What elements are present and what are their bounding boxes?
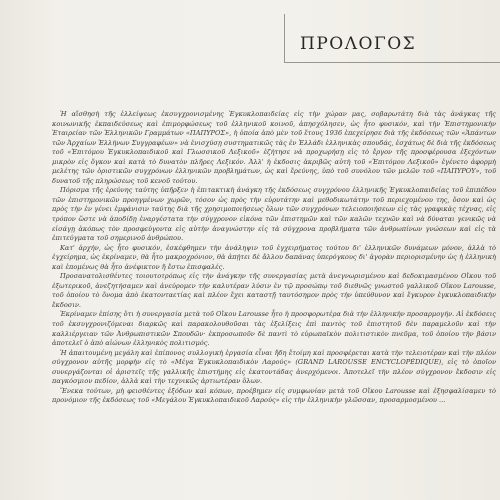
paragraph: Πόρισμα τῆς ἐρεύνης ταύτης ὑπῆρξεν ἡ ἐπιτακτικὴ ἀνάγκη τῆς ἐκδόσεως συγχρόνου ἑλληνικῆς Ἐγκυκλοπαιδείας τοῦ ἐπιπέδου τῶν ἐπιστημονικῶν προηγμένων χωρῶν, τόσον ὡς πρὸς τὴν εὐρυτάτην καὶ μεθοδικωτάτην τοῦ περιεχομένου της, ὅσον καὶ ὡς πρὸς τὴν ἐν γένει ἐμφάνισιν ταύτης διὰ τῆς χρησιμοποιήσεως ὅλων τῶν συγχρόνων τελειοποιήσεων εἰς τὰς γραφικὰς τέχνας, εἰς τρόπον ὥστε νὰ ἀποδίδῃ ἐναργέστατα τὴν σύγχρονον εἰκόνα τῶν ἐπιστημῶν καὶ τῶν καλῶν τεχνῶν καὶ νὰ δύναται γενικῶς νὰ εἰσάγῃ ἀκόπως τὸν προσφεύγοντα εἰς αὐτὴν ἀναγνώστην εἰς τὰ σύγχρονα προβλήματα τῶν ἀνθρωπίνων γνώσεων καὶ εἰς τὰ ἐπιτεύγματα τοῦ σημερινοῦ ἀνθρώπου. [52, 186, 496, 243]
paragraph: Ἡ ἀπαιτουμένη μεγάλη καὶ ἐπίπονος συλλογικὴ ἐργασία εἶναι ἤδη ἕτοίμη καὶ προσφέρεται κατὰ τὴν τελειοτέραν καὶ τὴν πλέον σύγχρονον αὐτῆς μορφὴν εἰς τὸ «Μέγα Ἐγκυκλοπαιδικὸν Λαρούς» (GRAND LAROUSSE ENCYCLOPÉDIQUE), εἰς τὸ ὁποῖον συνεργάζονται οἱ ἀριστεῖς τῆς γαλλικῆς ἐπιστήμης εἰς ἑκατοντάδας ἀνερχόμενοι. Ἀποτελεῖ τὴν πλέον σύγχρονον ἔκδοσιν εἰς παγκόσμιον πεδίον, ἀλλὰ καὶ τὴν τεχνικῶς ἀρτιωτέραν ὅλων. [52, 348, 496, 386]
page-title: ΠΡΟΛΟΓΟΣ [300, 34, 417, 54]
paragraph: Προσανατολισθέντες τοιουτοτρόπως εἰς τὴν ἀνάγκην τῆς συνεργασίας μετὰ ἀνεγνωρισμένου καὶ δεδοκιμασμένου Οἴκου τοῦ ἐξωτερικοῦ, ἀνεζητήσαμεν καὶ ἀνεύρομεν τὴν καλυτέραν λύσιν ἐν τῷ προσώπῳ τοῦ διεθνῶς γνωστοῦ γαλλικοῦ Οἴκου Larousse, τοῦ ὁποίου τὸ ὄνομα ἀπὸ ἑκατονταετίας καὶ πλέον ἔχει καταστῇ ταυτόσημον πρὸς τὴν ὑπεύθυνον καὶ ἔγκυρον ἐγκυκλοπαιδικὴν ἔκδοσιν. [52, 272, 496, 309]
title-rule-horizontal [284, 62, 500, 63]
paragraph: Ἡ αἴσθησὴ τῆς ἐλλείψεως ἐκσυγχρονισμένης Ἐγκυκλοπαιδείας εἰς τὴν χώραν μας, σοβαρωτάτη διὰ τὰς ἀνάγκας τῆς κοινωνικῆς ἐκπαιδεύσεως καὶ ἐπιμορφώσεως τοῦ ἑλληνικοῦ κοινοῦ, ἀπησχόλησεν, ὡς ἦτο φυσικόν, καὶ τὴν Ἐπιστημονικὴν Ἑταιρείαν τῶν Ἑλληνικῶν Γραμμάτων «ΠΑΠΥΡΟΣ», ἡ ὁποία ἀπὸ μὲν τοῦ ἔτους 1936 ἐπεχείρησε διὰ τῆς ἐκδόσεως τῶν «Ἁπάντων τῶν Ἀρχαίων Ἑλλήνων Συγγραφέων» νὰ ἐνισχύσῃ συστηματικῶς τὰς ἐν Ἑλλάδι ἑλληνικὰς σπουδάς, ἐσχάτως δὲ διὰ τῆς ἐκδόσεως τοῦ «Ἐπιτόμου Ἐγκυκλοπαιδικοῦ καὶ Γλωσσικοῦ Λεξικοῦ» ἐζήτησε νὰ προχωρήσῃ εἰς τὸ ἔργον τῆς προσφέρουσα ἐξεχόντων μικρὸν εἰς ὄγκον καὶ κατὰ τὸ δυνατὸν πλῆρες Λεξικόν. Ἀλλ' ἡ ἐκδοσις ἀκριβῶς αὐτὴ τοῦ «Ἐπιτόμου Λεξικοῦ» ἐγένετο ἀφορμὴ μελέτης τῶν ὁριστικῶν συγχρόνων ἑλληνικῶν προβλημάτων, ὡς καὶ ἔρεύνης, ὑπὸ τοῦ συνόλου τῶν μελῶν τοῦ «ΠΑΠΥΡΟΥ», τοῦ δυνατοῦ τῆς πληρώσεως τοῦ κενοῦ τούτου. [52, 110, 496, 185]
paragraph: Κατ' ἀρχήν, ὡς ἦτο φυσικόν, ἐσκέφθημεν τὴν ἀνάληψιν τοῦ ἐγχειρήματος τούτου δι' ἑλληνικῶν δυνάμεων μόνον, ἀλλὰ τὸ ἐγχείρημα, ὡς ἐκρίναμεν, θὰ ἦτο μακροχρόνιον, θὰ ἀπῄτει δὲ ἄλλου δαπάνας ὑπερόγκους δι' ἀγορὰν περιορισμένην ὡς ἡ ἑλληνικὴ καὶ ἑπομένως θὰ ἦτο ἀνέφικτον ἢ ἔστω ἐπισφαλές. [52, 243, 496, 271]
title-rule-vertical [284, 14, 285, 62]
preface-body [52, 110, 496, 406]
paragraph: Ἕνεκα τούτων, μὴ φεισθέντες ἐξόδων καὶ κόπων, προέβημεν εἰς συμφωνίαν μετὰ τοῦ Οἴκου Larousse καὶ ἐξησφαλίσαμεν τὸ προνόμιον τῆς ἐκδόσεως τοῦ «Μεγάλου Ἐγκυκλοπαιδικοῦ Λαρούς» εἰς τὴν ἑλληνικὴν γλῶσσαν, προσαρμοσμένου ... [52, 386, 496, 405]
paragraph: Ἐκρίναμεν ἐπίσης ὅτι ἡ συνεργασία μετὰ τοῦ Οἴκου Larousse ἦτο ἡ προσφορωτέρα διὰ τὴν ἑλληνικὴν προσαρμογήν. Αἱ ἐκδόσεις τοῦ ἐκσυγχρονιζόμεναι διαρκῶς καὶ παρακολουθοῦσαι τὰς ἐξελίξεις ἐπὶ παντὸς τοῦ ἐπιστητοῦ δὲν παραμελοῦν καὶ τὴν καλλιέργειαν τῶν Ἀνθρωπιστικῶν Σπουδῶν· ἐκπροσωποῦν δὲ παντὶ τὸ εὐρωπαϊκὸν πολιτιστικὸν πνεῦμα, τοῦ ὁποίου τὴν βάσιν ἀποτελεῖ ὁ ἀπὸ αἰώνων ἑλληνικὸς πολιτισμός. [52, 310, 496, 348]
